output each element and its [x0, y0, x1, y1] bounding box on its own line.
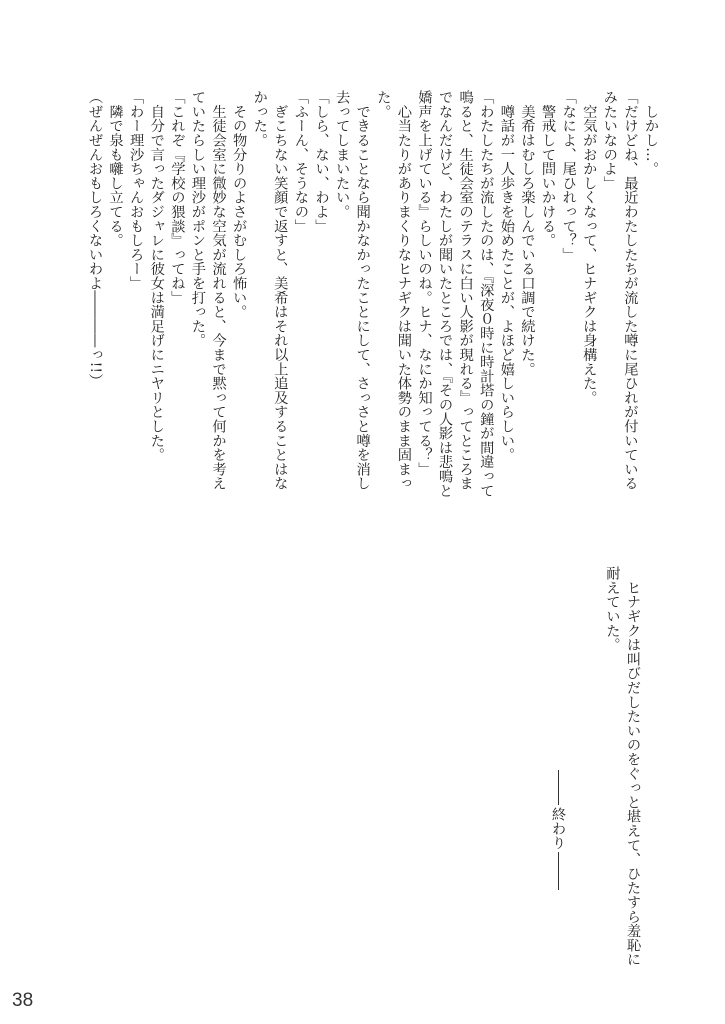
page-number: 38 [12, 990, 34, 1011]
text-line: 生徒会室に微妙な空気が流れると、今まで黙って何かを考え [210, 90, 227, 491]
text-line: 空気がおかしくなって、ヒナギクは身構えた。 [581, 90, 598, 405]
text-line: 心当たりがありまくりなヒナギクは聞いた体勢のまま固まっ [395, 90, 412, 491]
text-line: その物分りのよさがむしろ怖い。 [231, 90, 248, 319]
text-line: 「わたしたちが流したのは、『深夜０時に時計塔の鐘が間違って [478, 90, 495, 498]
text-line: 去ってしまいたい。 [334, 90, 351, 219]
text-line: かった。 [251, 90, 268, 148]
text-line: 「わー理沙ちゃんおもしろー」 [128, 90, 145, 291]
text-line: でなんだけど、わたしが聞いたところでは、『その人影は悲鳴と [437, 90, 454, 498]
text-line: しかし…。 [643, 90, 659, 176]
text-line: （ぜんぜんおもしろくないわよ――――っ!!） [86, 90, 103, 388]
text-line: 鳴ると、生徒会室のテラスに白い人影が現れる』ってところま [457, 90, 474, 491]
text-line: 嬌声を上げている』らしいのね。ヒナ、なにか知ってる？」 [416, 90, 433, 477]
text-line: た。 [375, 90, 392, 119]
text-line: 「だけどね、最近わたしたちが流した噂に尾ひれが付いている [622, 90, 639, 491]
text-line: ていたらしい理沙がポンと手を打った。 [189, 90, 206, 348]
end-mark-text: 終わり [550, 807, 566, 850]
text-line: 噂話が一人歩きを始めたことが、よほど嬉しいらしい。 [498, 90, 515, 462]
text-line: みたいなのよ」 [601, 90, 618, 191]
text-line: 自分で言ったダジャレに彼女は満足げにニヤリとした。 [148, 90, 165, 462]
text-line: 「しら、ない、わよ」 [313, 90, 330, 233]
text-line: 隣で泉も囃し立てる。 [107, 90, 124, 248]
text-line: 「これぞ『学校の猥談』ってね」 [169, 90, 186, 305]
text-line: ヒナギクは叫びだしたいのをぐっと堪えて、ひたすら羞恥に [625, 566, 641, 967]
text-line: 耐えていた。 [604, 566, 621, 652]
text-line: 「ふーん、そうなの」 [292, 90, 309, 233]
text-line: ぎこちない笑顔で返すと、美希はそれ以上追及することはな [272, 90, 289, 491]
text-line: 美希はむしろ楽しんでいる口調で続けた。 [519, 90, 536, 376]
text-line: 警戒して問いかける。 [540, 90, 557, 248]
end-dash-after [558, 852, 559, 890]
text-line: できることなら聞かなかったことにして、さっさと噂を消し [354, 90, 371, 491]
closing-text-block [602, 566, 643, 966]
end-mark [548, 770, 568, 890]
text-line: 「なによ、尾ひれって？」 [560, 90, 577, 262]
end-dash-before [558, 770, 559, 805]
main-text-block [84, 90, 661, 500]
